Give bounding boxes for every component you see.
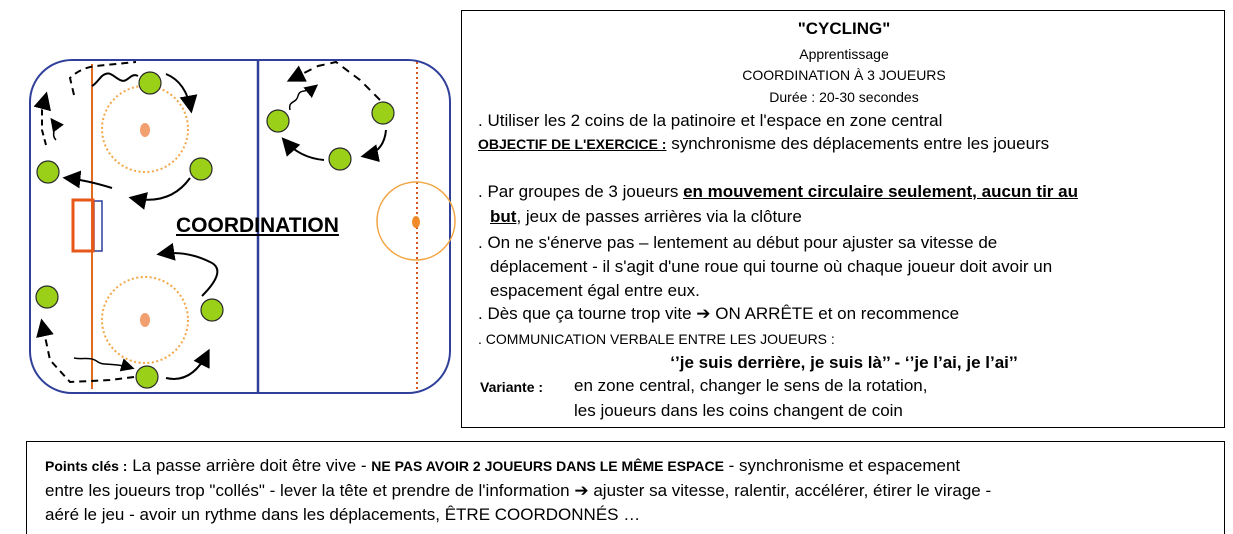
key-points-line bbox=[45, 456, 960, 476]
goal-crease bbox=[73, 200, 93, 251]
skate-path bbox=[364, 130, 386, 156]
skate-path bbox=[160, 253, 217, 296]
skate-path bbox=[166, 352, 208, 379]
player-marker bbox=[372, 102, 394, 124]
group-rest: , jeux de passes arrières via la clôture bbox=[516, 207, 802, 226]
puck-carry-path bbox=[52, 120, 56, 140]
drill-subtitle: Apprentissage bbox=[799, 46, 889, 62]
objective-label: OBJECTIF DE L'EXERCICE : bbox=[478, 136, 667, 152]
group-emphasis: en mouvement circulaire seulement, aucun tir au bbox=[683, 182, 1078, 201]
player-marker bbox=[267, 110, 289, 132]
variant-text: les joueurs dans les coins changent de coin bbox=[574, 401, 903, 420]
skate-path bbox=[166, 74, 191, 110]
player-marker bbox=[329, 148, 351, 170]
variant-text: en zone central, changer le sens de la rotation, bbox=[574, 376, 928, 395]
pass-path bbox=[70, 62, 136, 95]
instruction-line bbox=[478, 182, 1078, 202]
pass-path bbox=[290, 62, 380, 100]
group-prefix: . Par groupes de 3 joueurs bbox=[478, 182, 684, 201]
instruction-line: . On ne s'énerve pas – lentement au début pour ajuster sa vitesse de bbox=[478, 233, 998, 252]
pass-path bbox=[42, 95, 46, 145]
puck-carry-path bbox=[74, 358, 132, 368]
arrow-icon: ➔ bbox=[696, 304, 711, 323]
pass-path bbox=[42, 322, 134, 382]
objective-text: synchronisme des déplacements entre les joueurs bbox=[671, 134, 1050, 153]
player-marker bbox=[37, 161, 59, 183]
net-frame bbox=[94, 201, 102, 251]
instruction-line: . Utiliser les 2 coins de la patinoire et l'espace en zone central bbox=[478, 111, 943, 130]
puck-carry-path bbox=[92, 73, 138, 86]
communication-line: . COMMUNICATION VERBALE ENTRE LES JOUEURS : bbox=[478, 331, 835, 347]
variant-label: Variante : bbox=[480, 379, 544, 395]
key-points-line: aéré le jeu - avoir un rythme dans les déplacements, ÊTRE COORDONNÉS … bbox=[45, 505, 641, 524]
skate-path bbox=[66, 178, 112, 188]
puck-carry-path bbox=[290, 86, 316, 110]
key-points-box bbox=[26, 441, 1225, 534]
key-points-strong: NE PAS AVOIR 2 JOUEURS DANS LE MÊME ESPACE bbox=[371, 458, 724, 474]
player-marker bbox=[201, 299, 223, 321]
drill-duration: Durée : 20-30 secondes bbox=[769, 89, 919, 105]
drill-subtitle: COORDINATION À 3 JOUEURS bbox=[742, 67, 946, 83]
player-marker bbox=[136, 366, 158, 388]
player-marker bbox=[36, 286, 58, 308]
skate-path bbox=[132, 178, 190, 200]
player-marker bbox=[139, 72, 161, 94]
center-ice-dot bbox=[412, 216, 420, 228]
group-emphasis: but bbox=[490, 207, 517, 226]
drill-description-box bbox=[461, 10, 1225, 428]
stop-prefix: . Dès que ça tourne trop vite bbox=[478, 304, 692, 323]
stop-suffix: ON ARRÊTE et on recommence bbox=[715, 304, 960, 323]
instruction-line: espacement égal entre eux. bbox=[490, 281, 700, 300]
objective-line bbox=[478, 134, 1049, 154]
player-marker bbox=[190, 158, 212, 180]
key-points-text: La passe arrière doit être vive - bbox=[132, 456, 372, 475]
verbal-quote: ‘’je suis derrière, je suis là’’ - ‘’je l’ai, je l’ai’’ bbox=[670, 353, 1018, 372]
faceoff-dot-top bbox=[140, 123, 150, 137]
arrow-icon: ➔ bbox=[574, 481, 589, 500]
key-points-label: Points clés : bbox=[45, 458, 128, 474]
drill-title: "CYCLING" bbox=[797, 19, 891, 38]
instruction-line: déplacement - il s'agit d'une roue qui tourne où chaque joueur doit avoir un bbox=[490, 257, 1053, 276]
instruction-line bbox=[478, 304, 959, 324]
key-points-text: entre les joueurs trop "collés" - lever la tête et prendre de l'information bbox=[45, 481, 575, 500]
key-points-text: - synchronisme et espacement bbox=[723, 456, 961, 475]
skate-path bbox=[284, 140, 324, 160]
faceoff-dot-bottom bbox=[140, 313, 150, 327]
key-points-text: ajuster sa vitesse, ralentir, accélérer, étirer le virage - bbox=[588, 481, 992, 500]
key-points-line bbox=[45, 481, 991, 501]
instruction-line bbox=[490, 207, 802, 227]
rink-label: COORDINATION bbox=[176, 214, 339, 237]
